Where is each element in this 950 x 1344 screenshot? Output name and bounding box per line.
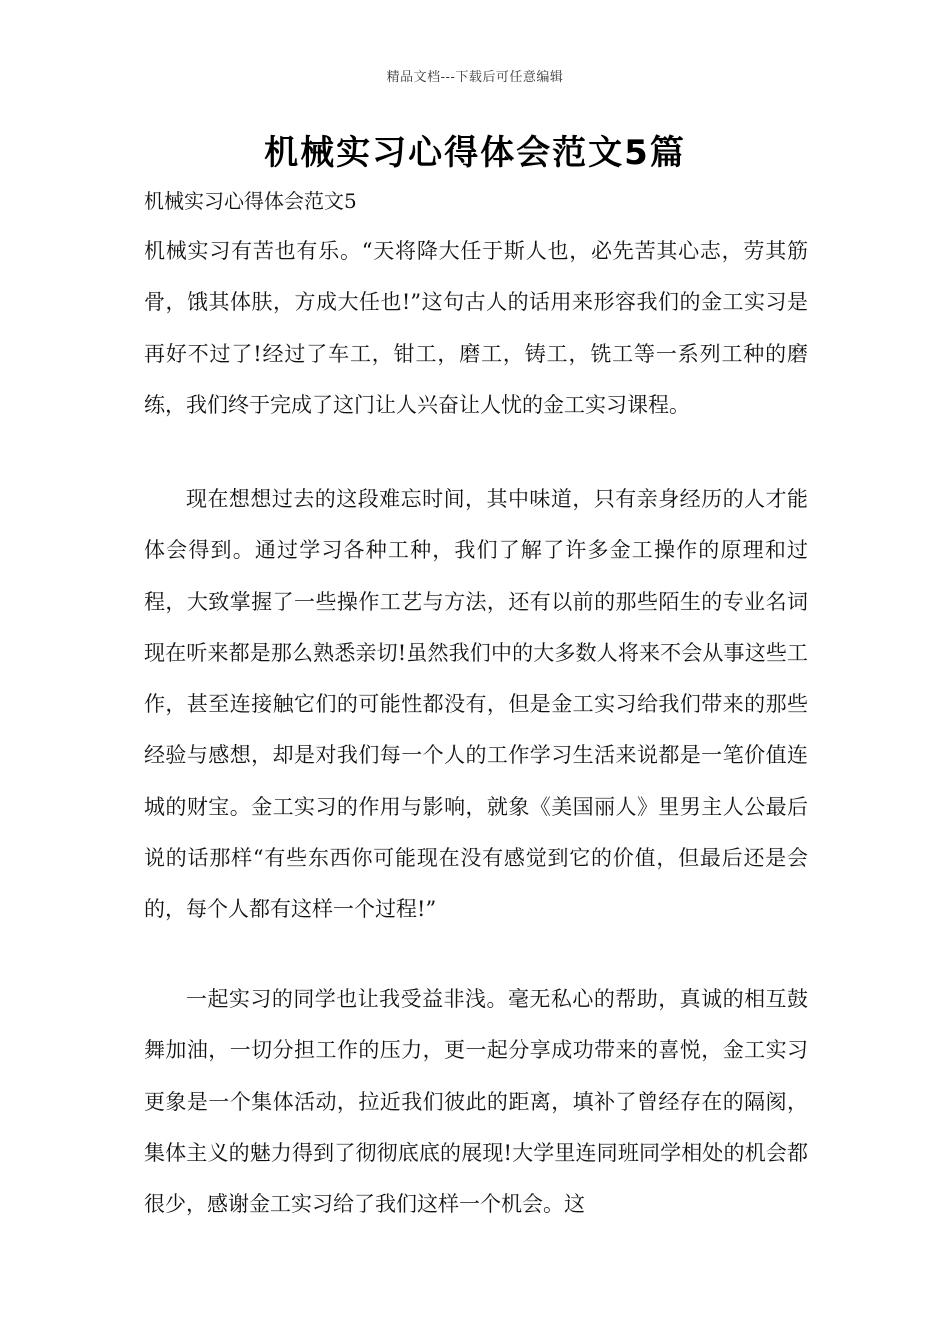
document-title: 机械实习心得体会范文5篇 (264, 133, 686, 173)
paragraph-classmates: 一起实习的同学也让我受益非浅。毫无私心的帮助，真诚的相互鼓舞加油，一切分担工作的压力，更一起分享成功带来的喜悦，金工实习更象是一个集体活动，拉近我们彼此的距离，填补了曾经存在的隔阂，集体主义的魅力得到了彻彻底底的展现!大学里连同班同学相处的机会都很少，感谢金工实习给了我们这样一个机会。这 (144, 987, 808, 1217)
paragraph-reflection: 现在想想过去的这段难忘时间，其中味道，只有亲身经历的人才能体会得到。通过学习各种工种，我们了解了许多金工操作的原理和过程，大致掌握了一些操作工艺与方法，还有以前的那些陌生的专业名词现在听来都是那么熟悉亲切!虽然我们中的大多数人将来不会从事这些工作，甚至连接触它们的可能性都没有，但是金工实习给我们带来的那些经验与感想，却是对我们每一个人的工作学习生活来说都是一笔价值连城的财宝。金工实习的作用与影响，就象《美国丽人》里男主人公最后说的话那样“有些东西你可能现在没有感觉到它的价值，但最后还是会的，每个人都有这样一个过程!” (144, 487, 808, 922)
header-watermark: 精品文档---下载后可任意编辑 (386, 70, 564, 85)
paragraph-intro: 机械实习有苦也有乐。“天将降大任于斯人也，必先苦其心志，劳其筋骨，饿其体肤，方成大任也!”这句古人的话用来形容我们的金工实习是再好不过了!经过了车工，钳工，磨工，铸工，铣工等一系列工种的磨练，我们终于完成了这门让人兴奋让人忧的金工实习课程。 (144, 239, 808, 417)
document-subtitle: 机械实习心得体会范文5 (144, 189, 357, 213)
